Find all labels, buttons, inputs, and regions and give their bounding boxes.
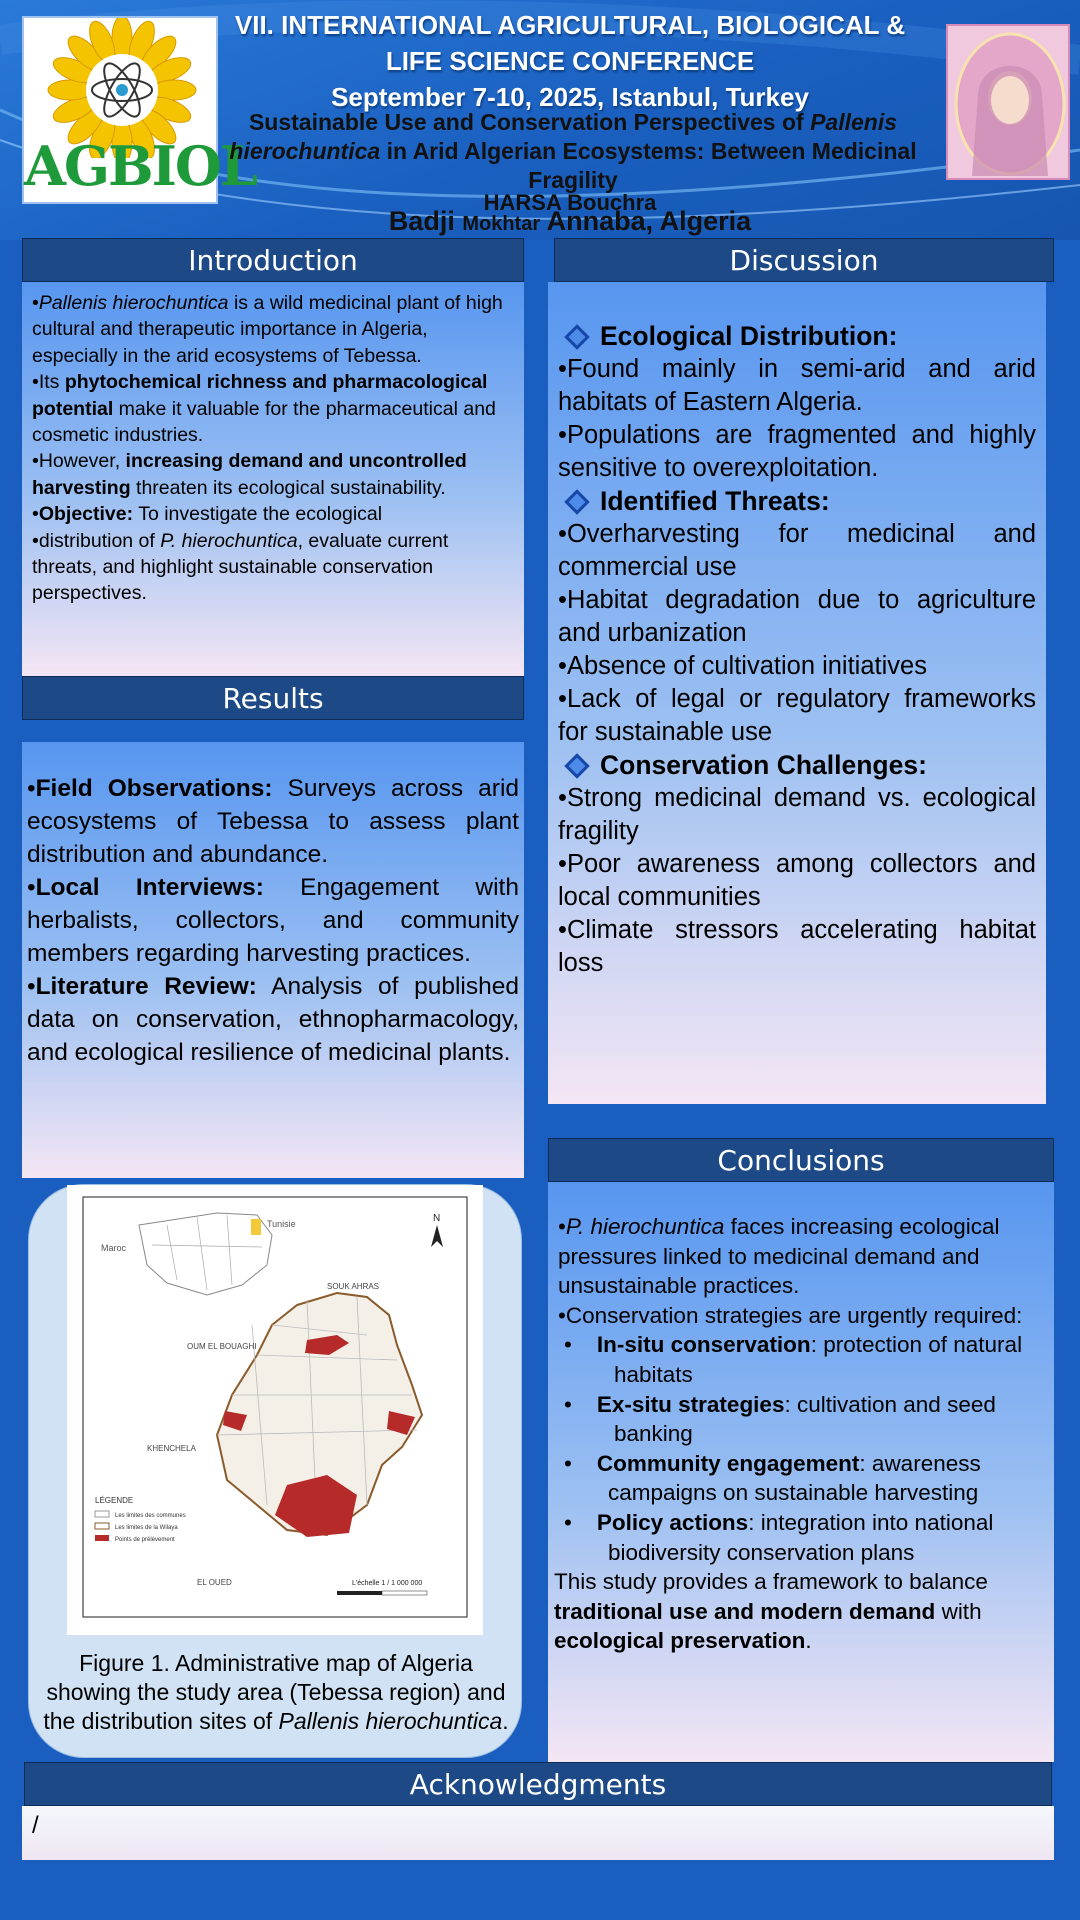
results-panel — [22, 742, 524, 1178]
conclusion-bullet-in-situ: • In-situ conservation: protection of natural habitats — [564, 1332, 1023, 1387]
conference-logo — [22, 16, 256, 204]
map-legend-swatch-3 — [95, 1535, 109, 1541]
map-legend-2: Les limites de la Wilaya — [115, 1525, 178, 1531]
discussion-subheading-ecological-distribution: Ecological Distribution: — [558, 320, 1036, 353]
discussion-subheading-conservation-challenges: Conservation Challenges: — [558, 749, 1036, 782]
acknowledgments-panel — [22, 1806, 1054, 1860]
results-item-local-interviews: •Local Interviews: Engagement with herbalists, collectors, and community members regarding harvesting practices. — [27, 874, 519, 967]
conference-title-line1: VII. INTERNATIONAL AGRICULTURAL, BIOLOGICAL & — [234, 10, 906, 40]
author-affiliation: Badji Mokhtar Annaba, Algeria — [388, 206, 752, 236]
results-heading: Results — [22, 676, 524, 720]
conclusion-bullet-policy: • Policy actions: integration into national biodiversity conservation plans — [564, 1509, 994, 1565]
map-label-tunisie: Tunisie — [267, 1219, 296, 1229]
logo-text: AGBIOL — [24, 134, 256, 198]
discussion-heading: Discussion — [554, 238, 1054, 282]
map-label-el-oued: EL OUED — [197, 1578, 232, 1587]
paper-title: Sustainable Use and Conservation Perspectives of Pallenis hierochuntica in Arid Algerian Ecosystems: Between Medicinal Fragility — [229, 109, 917, 193]
author-name: HARSA Bouchra — [483, 190, 657, 215]
map-scale-label: L'échelle 1 / 1 000 000 — [352, 1580, 423, 1587]
map-label-souk-ahras: SOUK AHRAS — [327, 1282, 380, 1291]
acknowledgments-heading: Acknowledgments — [24, 1762, 1052, 1806]
diamond-bullet-icon — [564, 324, 589, 349]
study-area-map — [67, 1185, 483, 1635]
conference-date-location: September 7-10, 2025, Istanbul, Turkey — [331, 82, 809, 112]
diamond-bullet-icon — [564, 489, 589, 514]
discussion-item: •Poor awareness among collectors and local communities — [558, 850, 1036, 911]
figure-caption: Figure 1. Administrative map of Algeria showing the study area (Tebessa region) and the distribution sites of Pallenis hierochuntica. — [43, 1650, 509, 1734]
intro-paragraph-4: •Objective: To investigate the ecological — [32, 503, 383, 526]
discussion-item: •Lack of legal or regulatory frameworks for sustainable use — [558, 685, 1036, 746]
discussion-item: •Habitat degradation due to agriculture and urbanization — [558, 586, 1036, 647]
discussion-panel — [548, 282, 1046, 1104]
conclusion-paragraph-1: •P. hierochuntica faces increasing ecological pressures linked to medicinal demand and unsustainable practices. — [558, 1214, 1000, 1299]
map-legend-title: LÉGENDE — [95, 1496, 134, 1505]
diamond-bullet-icon — [564, 753, 589, 778]
introduction-panel — [22, 282, 524, 676]
discussion-item: •Populations are fragmented and highly sensitive to overexploitation. — [558, 421, 1036, 482]
map-legend-1: Les limites des communes — [115, 1513, 186, 1519]
figure-box — [28, 1184, 522, 1758]
conclusions-panel — [548, 1182, 1054, 1762]
map-north: N — [433, 1213, 441, 1224]
map-label-maroc: Maroc — [101, 1243, 127, 1253]
map-legend-3: Points de prélèvement — [115, 1537, 175, 1543]
discussion-item: •Absence of cultivation initiatives — [558, 652, 927, 680]
author-photo — [946, 24, 1070, 180]
introduction-heading: Introduction — [22, 238, 524, 282]
conclusions-heading: Conclusions — [548, 1138, 1054, 1182]
intro-paragraph-3: •However, increasing demand and uncontrolled harvesting threaten its ecological sustainability. — [32, 450, 467, 499]
map-label-khenchela: KHENCHELA — [147, 1444, 196, 1453]
discussion-subheading-identified-threats: Identified Threats: — [558, 485, 1036, 518]
intro-paragraph-5: •distribution of P. hierochuntica, evaluate current threats, and highlight sustainable conservation perspectives. — [32, 529, 449, 605]
conclusion-final-statement: This study provides a framework to balance traditional use and modern demand with ecological preservation. — [554, 1569, 988, 1654]
results-item-literature-review: •Literature Review: Analysis of published data on conservation, ethnopharmacology, and ecological resilience of medicinal plants. — [27, 973, 519, 1066]
conclusion-bullet-ex-situ: • Ex-situ strategies: cultivation and seed banking — [564, 1391, 996, 1447]
discussion-item: •Strong medicinal demand vs. ecological fragility — [558, 784, 1036, 845]
discussion-item: •Climate stressors accelerating habitat loss — [558, 916, 1036, 977]
conclusion-bullet-community: • Community engagement: awareness campaigns on sustainable harvesting — [564, 1450, 981, 1506]
intro-paragraph-2: •Its phytochemical richness and pharmacological potential make it valuable for the pharmaceutical and cosmetic industries. — [32, 371, 496, 447]
acknowledgments-text: / — [32, 1812, 39, 1839]
conference-title-line2: LIFE SCIENCE CONFERENCE — [385, 46, 755, 76]
conclusion-paragraph-2: •Conservation strategies are urgently required: — [558, 1302, 1023, 1328]
intro-paragraph-1: •Pallenis hierochuntica is a wild medicinal plant of high cultural and therapeutic importance in Algeria, especially in the arid ecosystems of Tebessa. — [32, 292, 503, 367]
discussion-item: •Overharvesting for medicinal and commercial use — [558, 520, 1036, 581]
map-label-oum-el-bouaghi: OUM EL BOUAGHI — [187, 1342, 257, 1351]
discussion-item: •Found mainly in semi-arid and arid habitats of Eastern Algeria. — [558, 355, 1036, 416]
results-item-field-observations: •Field Observations: Surveys across arid ecosystems of Tebessa to assess plant distribution and abundance. — [27, 775, 520, 868]
